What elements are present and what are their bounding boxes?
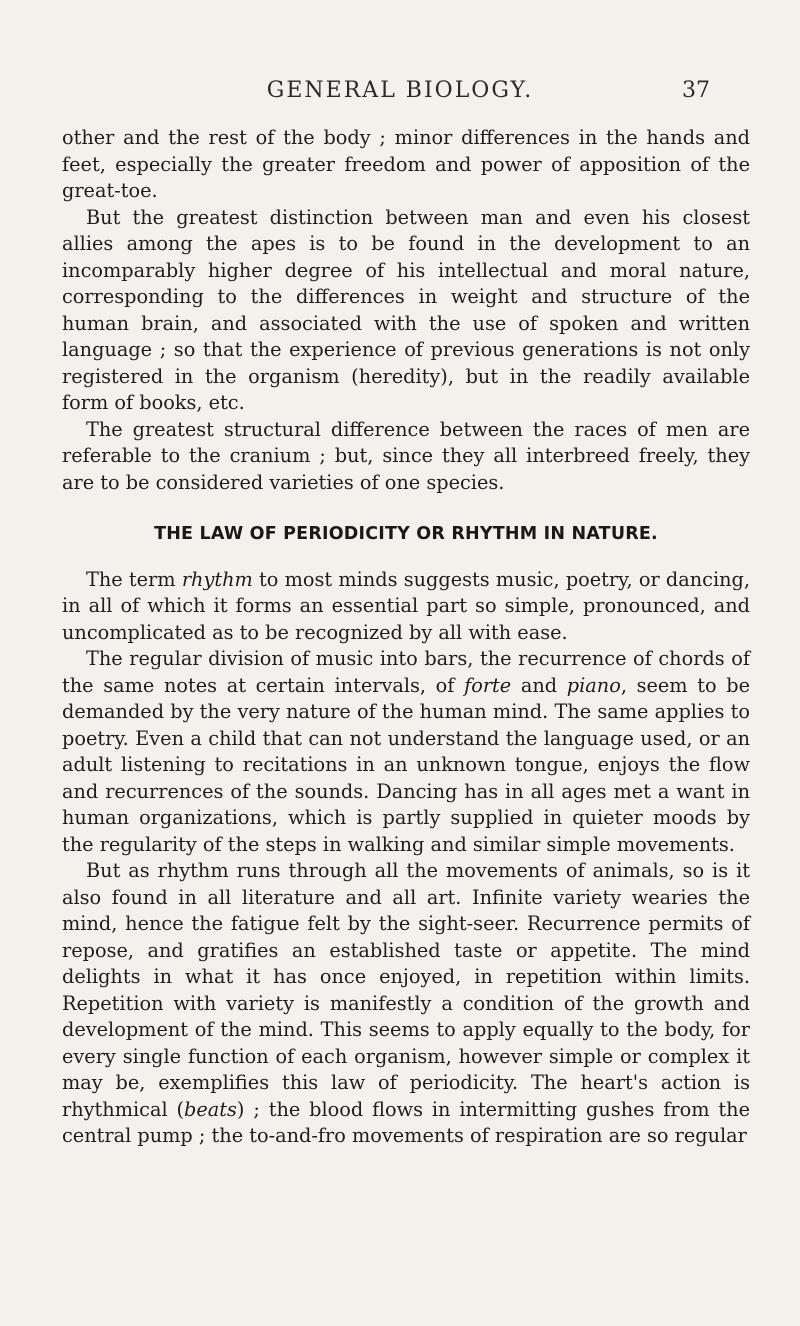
text-run: But as rhythm runs through all the movements of animals, so is it also found in all literature and all art. Infinite variety wearies the mind, hence the fatigue felt by the sight-seer. Recurrence permits of repose, and gratifies an established taste or appetite. The mind delights in what it has once enjoyed, in repetition within limits. Repetition with variety is manifestly a condition of the growth and development of the mind. This seems to apply equally to the body, for every single function of each organism, however simple or complex it may be, exemplifies this law of periodicity. The heart's action is rhythmical ( bbox=[62, 859, 750, 1121]
page-body bbox=[62, 125, 750, 1150]
paragraph-music-division bbox=[62, 646, 750, 858]
paragraph-rhythm-term bbox=[62, 567, 750, 647]
paragraph-races: The greatest structural difference between the races of men are referable to the cranium ; but, since they all interbreed freely, they are to be considered varieties of one species. bbox=[62, 417, 750, 494]
page-header bbox=[0, 78, 800, 108]
text-run: The regular division of music into bars, the recurrence of chords of the same notes at certain intervals, of bbox=[62, 647, 750, 697]
text-run: The term bbox=[86, 567, 182, 591]
italic-term: piano bbox=[566, 673, 621, 697]
text-run: to most minds suggests music, poetry, or dancing, in all of which it forms an essential part so simple, pronounced, and uncomplicated as to be recognized by all with ease. bbox=[62, 567, 750, 644]
page-number: 37 bbox=[682, 78, 710, 103]
paragraph-brain-distinction: But the greatest distinction between man and even his closest allies among the apes is to be found in the development to an incomparably higher degree of his intellectual and moral nature, corresponding to the differences in weight and structure of the human brain, and associated with the use of spoken and written language ; so that the experience of previous generations is not only registered in the organism (heredity), but in the readily available form of books, etc. bbox=[62, 205, 750, 414]
text-run: and bbox=[511, 673, 567, 697]
italic-term: forte bbox=[464, 673, 512, 697]
italic-term: beats bbox=[184, 1097, 237, 1121]
text-run: ) ; the blood flows in intermitting gushes from the central pump ; the to-and-fro movements of respiration are so regular bbox=[62, 1097, 750, 1147]
text-run: , seem to be demanded by the very nature of the human mind. The same applies to poetry. Even a child that can not understand the language used, or an adult listening to recitations in an unknown tongue, enjoys the flow and recurrences of the sounds. Dancing has in all ages met a want in human organizations, which is partly supplied in quieter moods by the regularity of the steps in walking and similar simple movements. bbox=[62, 673, 751, 856]
running-head: GENERAL BIOLOGY. bbox=[266, 78, 534, 103]
italic-term: rhythm bbox=[181, 567, 253, 591]
section-heading: THE LAW OF PERIODICITY OR RHYTHM IN NATURE. bbox=[154, 524, 658, 544]
paragraph-rhythm-animals bbox=[62, 858, 750, 1150]
paragraph-continued: other and the rest of the body ; minor differences in the hands and feet, especially the greater freedom and power of apposition of the great-toe. bbox=[62, 126, 750, 202]
